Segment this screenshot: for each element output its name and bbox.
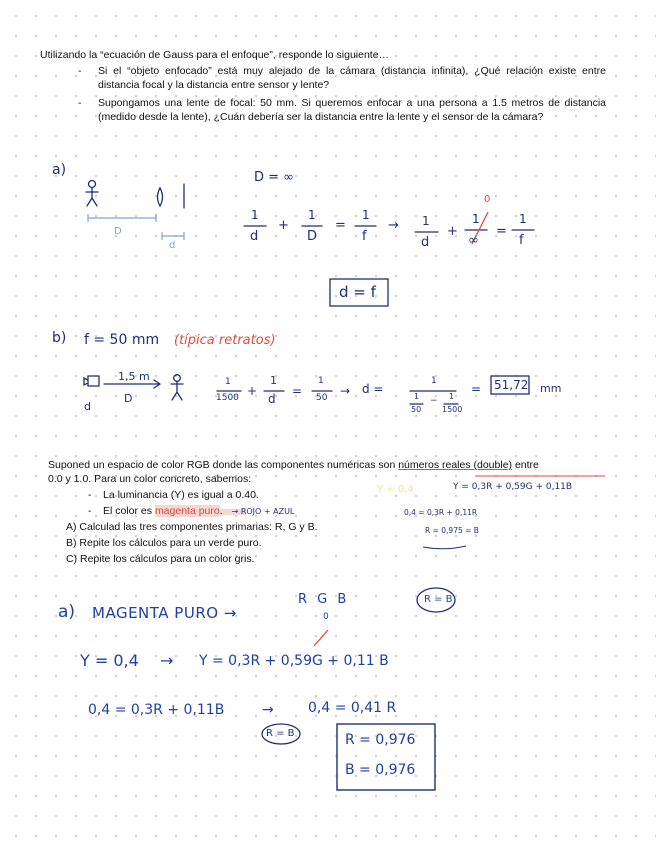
eq-a-num1: 1: [251, 208, 259, 222]
result-r: R = 0,976: [345, 732, 416, 748]
eq-a-den-d: d: [250, 229, 259, 244]
eq-a2-den-d: d: [421, 235, 430, 250]
result-b-unit: mm: [540, 382, 562, 395]
eq-a-num2: 1: [308, 208, 316, 222]
eq-b-num1: 1: [225, 377, 231, 387]
eq-b-num2: 1: [270, 374, 277, 387]
magenta-label: MAGENTA PURO →: [92, 604, 237, 622]
eq-a-equals: =: [335, 218, 346, 233]
eq-step-arrow: →: [262, 702, 274, 718]
problem2-line1-a: Suponed un espacio de color RGB donde las componentes numéricas son: [48, 459, 399, 471]
bullet-dash: -: [88, 489, 92, 501]
rgb-label: R G B: [298, 592, 350, 607]
problem2-bullet-2-highlight: magenta puro: [154, 505, 220, 517]
eq-a-den-D: D: [307, 229, 318, 244]
r-equals-b-circle: R = B: [424, 594, 453, 605]
eq-b-equals2: =: [471, 382, 482, 396]
part-b-label: b): [52, 330, 67, 346]
eq-b-num4: 1: [431, 376, 437, 386]
problem1-intro: Utilizando la “ecuación de Gauss para el enfoque”, responde lo siguiente…: [40, 49, 390, 61]
side-note-eq: Y = 0,3R + 0,59G + 0,11B: [453, 482, 573, 492]
problem2-line1-b: entre: [512, 459, 539, 471]
result-a: d = f: [339, 283, 376, 301]
problem2-bullet-1: [88, 488, 259, 502]
dist-label: 1,5 m: [118, 370, 150, 383]
dist-d-label: d: [84, 400, 91, 413]
problem1-bullet-1-text: Si el “objeto enfocado” está muy alejado de la cámara (distancia infinita), ¿Qué relación existe entre distancia focal y la distancia entre sensor y lente?: [98, 65, 606, 91]
problem2-bullet-2: [88, 504, 295, 519]
eq-b-equals: =: [292, 384, 303, 398]
eq-a2-plus: +: [447, 224, 458, 239]
eq-a2-den-f: f: [519, 233, 524, 248]
eq-b-d-equals: d =: [362, 382, 384, 396]
focal-note: (típica retratos): [174, 333, 276, 348]
eq-b-num3: 1: [318, 376, 324, 386]
person-head-icon: [89, 181, 96, 188]
y-equals: Y = 0,4: [80, 651, 139, 670]
person-body-icon: [86, 188, 98, 206]
y-arrow: →: [160, 651, 174, 670]
focal-length: f = 50 mm: [84, 332, 160, 348]
eq-a2-num2: 1: [472, 212, 480, 226]
eq-a-num3: 1: [362, 208, 370, 222]
problem2-line1-underlined: números reales (double): [398, 459, 513, 471]
bullet-dash: -: [88, 505, 92, 517]
dist-D-label: D: [124, 392, 133, 405]
problem2-bullet-1-text: La luminancia (Y) es igual a 0.40.: [103, 489, 259, 501]
task-b: B) Repite los cálculos para un verde puro.: [66, 537, 262, 549]
problem2-line1: [48, 458, 606, 472]
dim-d-label: d: [169, 240, 176, 251]
result-b: 51,72: [494, 378, 529, 392]
side-note-y: Y = 0,4: [377, 484, 414, 495]
eq-b-den-d: d: [268, 392, 276, 406]
eq-a2-equals: =: [496, 224, 507, 239]
part-c-label: a): [58, 602, 76, 622]
side-note-r: R = 0,975 = B: [425, 526, 479, 535]
eq-b-minus: −: [430, 396, 438, 406]
problem2-bullet-2-note: → ROJO + AZUL: [231, 507, 295, 516]
side-note-eq2: 0,4 = 0,3R + 0,11R: [404, 508, 478, 517]
d-infinite: D = ∞: [254, 170, 294, 185]
problem2-line2: 0.0 y 1.0. Para un color concreto, sabemos:: [48, 473, 252, 485]
eq-b-arrow: →: [340, 384, 351, 398]
eq-a2-num3: 1: [519, 212, 527, 226]
eq-a-arrow: →: [388, 218, 399, 233]
dim-D-label: D: [114, 226, 122, 237]
y-formula: Y = 0,3R + 0,59G + 0,11 B: [199, 653, 389, 669]
eq-step-1: 0,4 = 0,3R + 0,11B: [88, 702, 225, 718]
problem1-bullet-2-text: Supongamos una lente de focal: 50 mm. Si queremos enfocar a una persona a 1.5 metros de distancia (medido desde la lente), ¿Cuán debería ser la distancia entre la lente y el sensor de la cámara?: [98, 97, 606, 123]
lens-icon: [158, 188, 163, 206]
bullet-dash: -: [78, 65, 82, 77]
eq-step-2: 0,4 = 0,41 R: [308, 700, 397, 716]
g-zero: 0: [323, 612, 329, 622]
eq-a2-den-inf: ∞: [468, 233, 479, 248]
eq-b-sub1: 1: [414, 392, 420, 401]
eq-b-sub-den1500: 1500: [442, 405, 463, 414]
task-c: C) Repite los cálculos para un color gris.: [66, 553, 255, 565]
result-b-value: B = 0,976: [345, 762, 416, 778]
eq-a-den-f: f: [362, 229, 367, 244]
bullet-dash: -: [78, 97, 82, 109]
eq-a-plus: +: [278, 218, 289, 233]
r-equals-b-circle-2: R = B: [266, 728, 295, 739]
eq-b-sub-den50: 50: [411, 405, 422, 414]
problem2-bullet-2-a: El color es: [103, 505, 155, 517]
eq-b-den-1500: 1500: [216, 393, 239, 403]
task-a: A) Calculad las tres componentes primarias: R, G y B.: [66, 521, 318, 533]
eq-b-den-50: 50: [316, 393, 328, 403]
eq-b-sub2: 1: [449, 392, 455, 401]
eq-a2-num1: 1: [422, 214, 430, 228]
part-a-label: a): [52, 162, 67, 178]
eq-b-plus: +: [247, 384, 258, 398]
eq-a2-zero-mark: 0: [484, 194, 491, 205]
problem2-bullet-2-b: .: [219, 505, 223, 517]
